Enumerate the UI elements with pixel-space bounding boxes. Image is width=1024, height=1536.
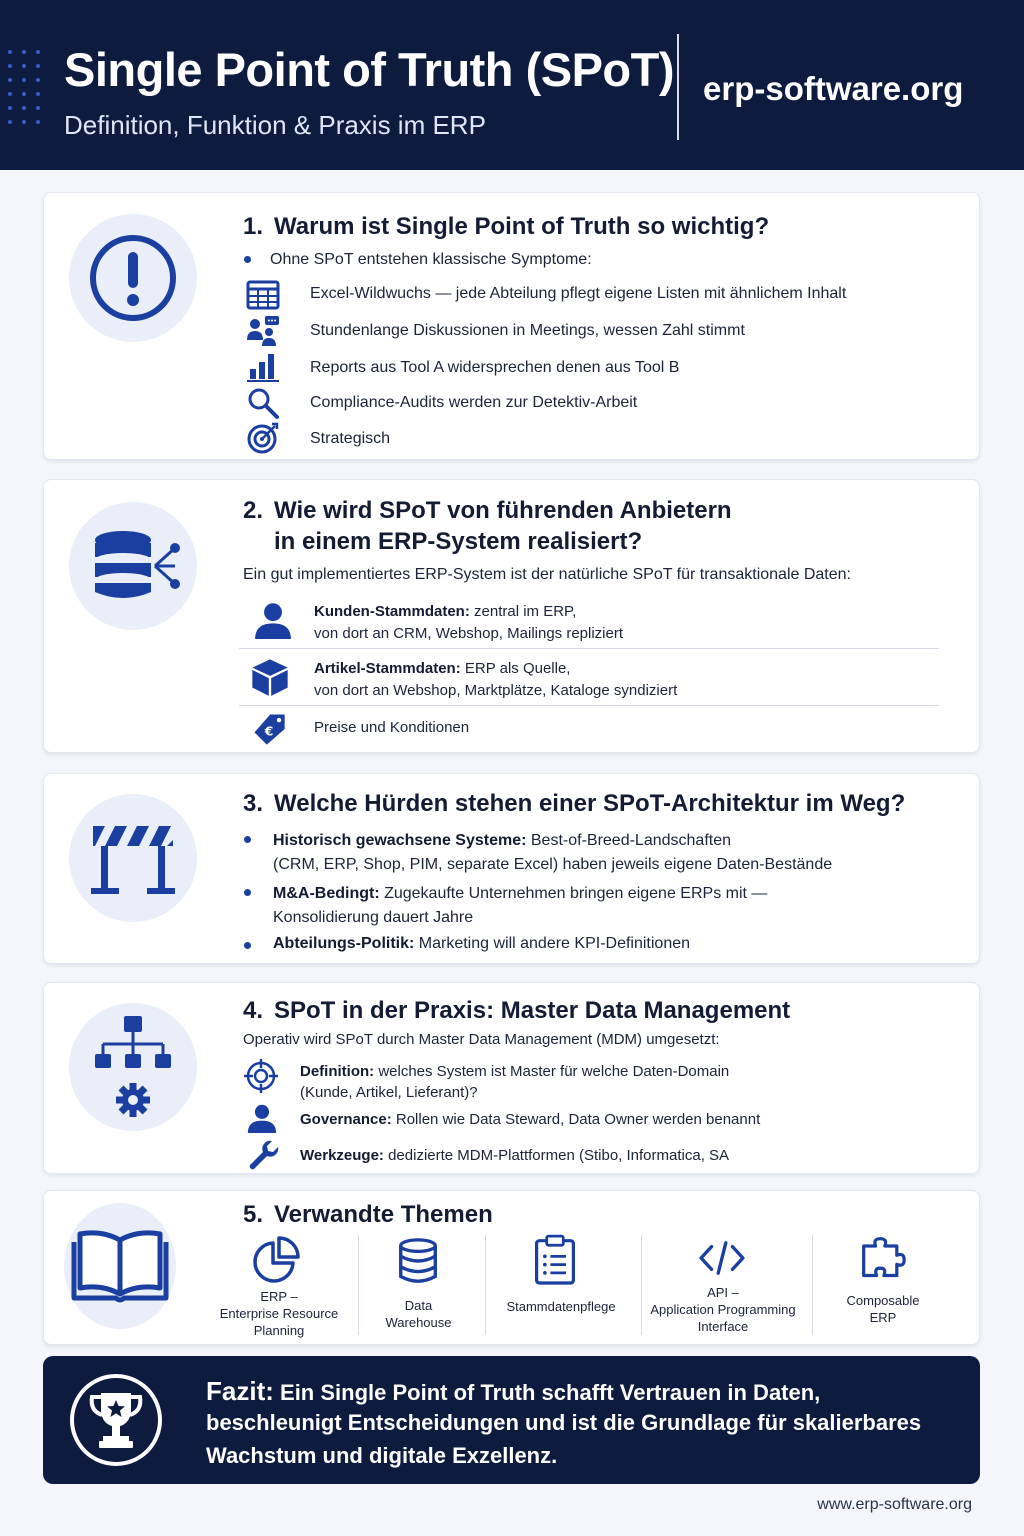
barrier-icon (85, 818, 181, 898)
site-name[interactable]: erp-software.org (703, 70, 964, 107)
magnifier-icon (246, 386, 280, 420)
page-subtitle: Definition, Funktion & Praxis im ERP (64, 110, 486, 140)
page-title: Single Point of Truth (SPoT) (64, 43, 674, 96)
bullet (244, 942, 251, 949)
section-1-card (43, 192, 980, 460)
symptom-text: Reports aus Tool A widersprechen denen aus Tool B (310, 359, 680, 376)
bar-chart-icon (246, 349, 280, 383)
person-icon (254, 600, 292, 640)
trophy-circle (70, 1374, 162, 1466)
hurdle-item: Abteilungs-Politik: Marketing will andere KPI-Definitionen (273, 935, 691, 952)
clipboard-icon[interactable] (532, 1233, 578, 1287)
related-topic-composable-erp[interactable]: Composable ERP (846, 1293, 920, 1325)
mdm-item: Werkzeuge: dedizierte MDM-Plattformen (Stibo, Informatica, SA (300, 1147, 730, 1164)
conclusion-line-3: Wachstum und digitale Exzellenz. (206, 1443, 558, 1468)
symptom-text: Compliance-Audits werden zur Detektiv-Arbeit (310, 394, 638, 411)
database-icon[interactable] (394, 1235, 442, 1287)
target-icon (246, 421, 280, 455)
related-topic-api[interactable]: API – Application Programming Interface (650, 1285, 796, 1334)
database-network-icon (83, 516, 183, 616)
mdm-item: Governance: Rollen wie Data Steward, Data Owner werden benannt (300, 1111, 761, 1128)
header-divider (677, 34, 679, 140)
bullet (244, 836, 251, 843)
book-icon (70, 1226, 170, 1306)
price-tag-icon (250, 710, 288, 748)
section-5-title: 5. Verwandte Themen (243, 1201, 493, 1228)
pie-chart-icon[interactable] (251, 1235, 301, 1285)
footer-url[interactable]: www.erp-software.org (817, 1496, 972, 1513)
section-1-title: 1. Warum ist Single Point of Truth so wichtig? (243, 213, 770, 240)
section-5-card (43, 1190, 980, 1345)
hurdle-item: M&A-Bedingt: Zugekaufte Unternehmen bringen eigene ERPs mit — Konsolidierung dauert Jahre (273, 885, 768, 926)
prices-conditions: Preise und Konditionen (314, 719, 470, 736)
spreadsheet-icon (246, 278, 280, 312)
exclamation-icon (87, 232, 179, 324)
hierarchy-gear-icon (88, 1012, 178, 1122)
conclusion-line-2: beschleunigt Entscheidungen und ist die Grundlage für skalierbares (206, 1410, 922, 1435)
divider (239, 648, 939, 649)
conclusion-banner (43, 1356, 980, 1484)
mdm-item: Definition: welches System ist Master für welche Daten-Domain (Kunde, Artikel, Lieferant)? (300, 1063, 730, 1101)
section-3-icon-circle (69, 794, 197, 922)
section-2-icon-circle (69, 502, 197, 630)
conclusion-line-1: Fazit: Ein Single Point of Truth schafft Vertrauen in Daten, (206, 1376, 821, 1406)
section-4-intro: Operativ wird SPoT durch Master Data Management (MDM) umgesetzt: (243, 1031, 720, 1048)
related-topic-data-warehouse[interactable]: Data Warehouse (385, 1298, 452, 1330)
decorative-dots (8, 50, 48, 134)
hurdle-item: Historisch gewachsene Systeme: Best-of-Breed-Landschaften (CRM, ERP, Shop, PIM, separate Excel) haben jeweils eigene Daten-Bestände (273, 832, 833, 873)
related-topic-stammdatenpflege[interactable]: Stammdatenpflege (506, 1299, 616, 1314)
section-3-card (43, 773, 980, 964)
symptom-text: Stundenlange Diskussionen in Meetings, wessen Zahl stimmt (310, 322, 745, 339)
section-3-title: 3. Welche Hürden stehen einer SPoT-Architektur im Weg? (243, 790, 906, 817)
divider (812, 1235, 813, 1335)
customer-master-data: Kunden-Stammdaten: zentral im ERP, von dort an CRM, Webshop, Mailings repliziert (314, 603, 624, 642)
code-icon[interactable] (698, 1239, 746, 1277)
person-icon (247, 1102, 277, 1134)
symptom-text: Excel-Wildwuchs — jede Abteilung pflegt eigene Listen mit ähnlichem Inhalt (310, 285, 847, 302)
section-2-title: 2. Wie wird SPoT von führenden Anbietern in einem ERP-System realisiert? (243, 497, 732, 555)
box-icon (250, 656, 290, 698)
svg-text:€: € (264, 724, 274, 739)
wrench-icon (246, 1138, 280, 1172)
meeting-icon (246, 314, 280, 348)
section-4-icon-circle (69, 1003, 197, 1131)
header-banner (0, 0, 1024, 170)
bullet (244, 256, 251, 263)
trophy-icon (86, 1389, 146, 1451)
divider (358, 1235, 359, 1335)
section-5-icon-circle (64, 1203, 176, 1329)
article-master-data: Artikel-Stammdaten: ERP als Quelle, von dort an Webshop, Marktplätze, Kataloge syndiziert (314, 660, 678, 699)
section-4-card (43, 982, 980, 1174)
puzzle-icon[interactable] (859, 1235, 907, 1281)
symptom-text: Strategisch (310, 430, 391, 447)
section-1-intro: Ohne SPoT entstehen klassische Symptome: (270, 251, 592, 268)
section-4-title: 4. SPoT in der Praxis: Master Data Management (243, 997, 791, 1024)
section-2-card (43, 479, 980, 753)
divider (641, 1235, 642, 1335)
related-topic-erp[interactable]: ERP – Enterprise Resource Planning (219, 1289, 339, 1338)
divider (485, 1235, 486, 1335)
divider (239, 705, 939, 706)
bullet (244, 889, 251, 896)
crosshair-icon (244, 1059, 278, 1093)
section-1-icon-circle (69, 214, 197, 342)
section-2-intro: Ein gut implementiertes ERP-System ist der natürliche SPoT für transaktionale Daten: (243, 566, 851, 583)
